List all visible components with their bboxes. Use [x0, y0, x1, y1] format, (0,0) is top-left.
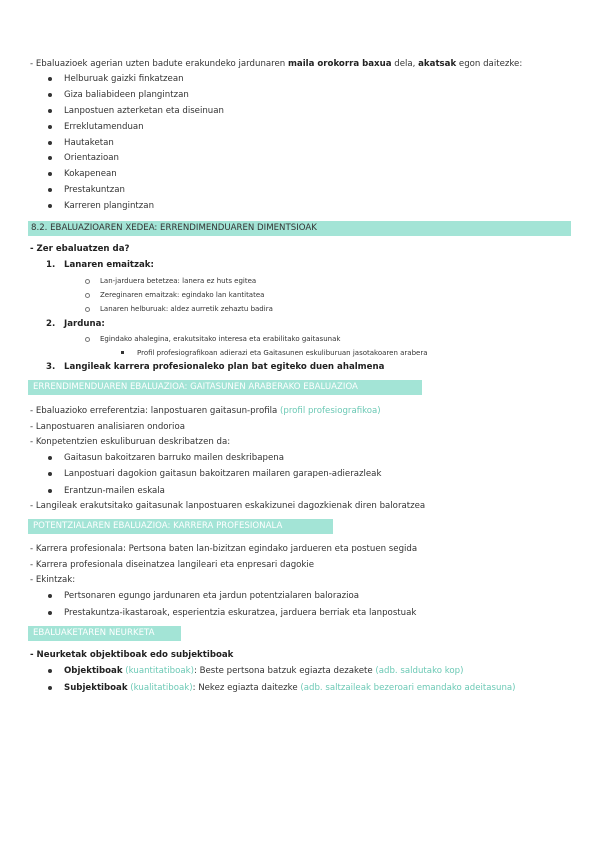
section-header-competencies: ERRENDIMENDUAREN EBALUAZIOA: GAITASUNEN ARABERAKO EBALUAZIOA	[28, 380, 422, 395]
numbered-item-1: 1. Lanaren emaitzak:	[46, 260, 154, 270]
circle-bullet-icon	[85, 293, 90, 298]
list-item: Giza baliabideen plangintzan	[64, 89, 189, 101]
bullet-icon	[48, 669, 52, 673]
sub-sub-item: Profil profesiografikoan adierazi eta Gaitasunen eskuliburuan jasotakoaren arabera	[137, 348, 428, 358]
list-item: Lanpostuen azterketan eta diseinuan	[64, 105, 224, 117]
list-item: Orientazioan	[64, 152, 119, 164]
intro-prefix: - Ebaluazioek agerian uzten badute erakundeko jardunaren	[30, 59, 288, 69]
section2-line-3: - Konpetentzien eskuliburuan deskribatzen da:	[30, 437, 231, 447]
list-item: Lanpostuari dagokion gaitasun bakoitzaren mailaren garapen-adierazleak	[64, 468, 381, 480]
list-item: Karreren plangintzan	[64, 200, 154, 212]
intro-bold-2: akatsak	[418, 59, 457, 69]
section2-line-1: - Ebaluazioko erreferentzia: lanpostuaren gaitasun-profila (profil profesiografikoa)	[30, 406, 381, 416]
numbered-item-3: 3. Langileak karrera profesionaleko plan bat egiteko duen ahalmena	[46, 362, 385, 372]
section-header-measurement: EBALUAKETAREN NEURKETA	[28, 626, 181, 641]
section3-line-2: - Karrera profesionala diseinatzea langileari eta enpresari dagokie	[30, 560, 315, 570]
bullet-icon	[48, 109, 52, 113]
list-item: Pertsonaren egungo jardunaren eta jardun potentzialaren balorazioa	[64, 590, 359, 602]
bullet-icon	[48, 77, 52, 81]
sub-item: Lanaren helburuak: aldez aurretik zehaztu badira	[100, 304, 273, 314]
sub-item: Lan-jarduera betetzea: lanera ez huts egitea	[100, 276, 256, 286]
intro-line	[30, 58, 522, 70]
list-item: Prestakuntzan	[64, 184, 125, 196]
bullet-icon	[48, 489, 52, 493]
bullet-icon	[48, 172, 52, 176]
bullet-icon	[48, 611, 52, 615]
square-bullet-icon	[121, 351, 124, 354]
bullet-icon	[48, 156, 52, 160]
bullet-icon	[48, 141, 52, 145]
bullet-icon	[48, 472, 52, 476]
intro-suffix: egon daitezke:	[456, 59, 523, 69]
intro-bold-1: maila orokorra baxua	[287, 59, 392, 69]
section3-line-3: - Ekintzak:	[30, 575, 76, 585]
numbered-item-2: 2. Jarduna:	[46, 319, 105, 329]
list-item: Helburuak gaizki finkatzean	[64, 73, 184, 85]
section3-line-1: - Karrera profesionala: Pertsona baten lan-bizitzan egindako jardueren eta postuen segida	[30, 544, 418, 554]
bullet-icon	[48, 125, 52, 129]
section4-heading: - Neurketak objektiboak edo subjektiboak	[30, 650, 234, 660]
bullet-icon	[48, 456, 52, 460]
bullet-icon	[48, 204, 52, 208]
section2-line-4: - Langileak erakutsitako gaitasunak lanpostuaren eskakizunei dagozkienak diren baloratzea	[30, 501, 426, 511]
list-item: Gaitasun bakoitzaren barruko mailen deskribapena	[64, 452, 284, 464]
circle-bullet-icon	[85, 307, 90, 312]
list-item-subjective: Subjektiboak (kualitatiboak): Nekez egiazta daitezke (adb. saltzaileak bezeroari emandako adeitasuna)	[64, 682, 516, 694]
section1-question: - Zer ebaluatzen da?	[30, 244, 130, 254]
list-item: Hautaketan	[64, 137, 114, 149]
circle-bullet-icon	[85, 337, 90, 342]
list-item-objective: Objektiboak (kuantitatiboak): Beste pertsona batzuk egiazta dezakete (adb. saldutako kop)	[64, 665, 463, 677]
bullet-icon	[48, 594, 52, 598]
list-item: Erantzun-mailen eskala	[64, 485, 165, 497]
list-item: Prestakuntza-ikastaroak, esperientzia eskuratzea, jarduera berriak eta lanpostuak	[64, 607, 416, 619]
section-header-dimensions: 8.2. EBALUAZIOAREN XEDEA: ERRENDIMENDUAREN DIMENTSIOAK	[28, 221, 571, 236]
bullet-icon	[48, 188, 52, 192]
intro-mid: dela,	[391, 59, 419, 69]
circle-bullet-icon	[85, 279, 90, 284]
section2-line-2: - Lanpostuaren analisiaren ondorioa	[30, 422, 185, 432]
sub-item: Zereginaren emaitzak: egindako lan kantitatea	[100, 290, 264, 300]
bullet-icon	[48, 93, 52, 97]
sub-item: Egindako ahalegina, erakutsitako interesa eta erabilitako gaitasunak	[100, 334, 340, 344]
section-header-potential: POTENTZIALAREN EBALUAZIOA: KARRERA PROFESIONALA	[28, 519, 333, 534]
bullet-icon	[48, 686, 52, 690]
list-item: Kokapenean	[64, 168, 117, 180]
list-item: Erreklutamenduan	[64, 121, 144, 133]
